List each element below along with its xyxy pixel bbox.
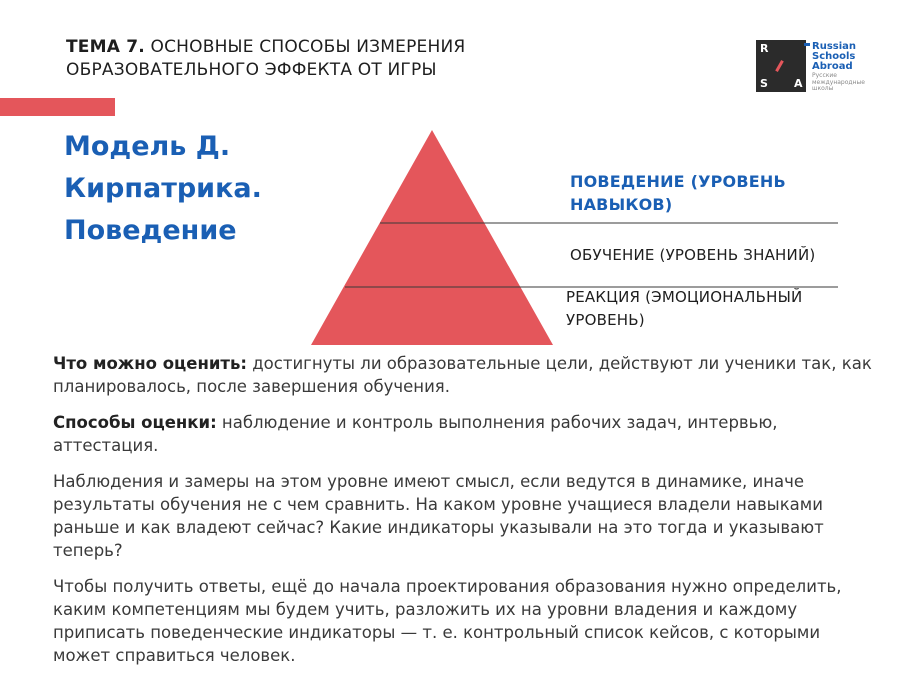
level-behavior bbox=[570, 170, 820, 216]
level-reaction bbox=[566, 286, 866, 332]
topic-header bbox=[66, 36, 626, 82]
logo-slash bbox=[775, 60, 784, 72]
rsa-logo bbox=[756, 40, 876, 92]
paragraph-answers: Чтобы получить ответы, ещё до начала проектирования образования нужно определить, каким компетенциям мы будем учить, разложить их на уровни владения и каждому приписать поведенческие индикаторы — т. е. контрольный список кейсов, с которыми может справиться человек. bbox=[53, 577, 842, 665]
level-line: УРОВЕНЬ) bbox=[566, 311, 645, 329]
level-line: РЕАКЦИЯ (ЭМОЦИОНАЛЬНЫЙ bbox=[566, 288, 803, 306]
accent-bar bbox=[0, 98, 115, 116]
logo-mark bbox=[756, 40, 806, 92]
level-line: ОБУЧЕНИЕ (УРОВЕНЬ ЗНАНИЙ) bbox=[570, 246, 816, 264]
paragraph-label: Способы оценки: bbox=[53, 413, 217, 432]
model-title-line: Кирпатрика. bbox=[64, 173, 262, 204]
logo-sub-line: Русские bbox=[812, 72, 837, 79]
logo-letter-a: A bbox=[794, 77, 803, 90]
level-line: ПОВЕДЕНИЕ (УРОВЕНЬ bbox=[570, 172, 786, 191]
logo-letter-s: S bbox=[760, 77, 768, 90]
pyramid-shape bbox=[311, 130, 553, 345]
logo-accent bbox=[804, 43, 810, 46]
topic-line-2: ОБРАЗОВАТЕЛЬНОГО ЭФФЕКТА ОТ ИГРЫ bbox=[66, 60, 437, 80]
logo-sub-line: школы bbox=[812, 85, 834, 92]
logo-letter-r: R bbox=[760, 42, 769, 55]
model-title bbox=[64, 126, 324, 252]
paragraph-evaluation-methods bbox=[53, 411, 873, 457]
logo-name-line: Russian bbox=[812, 41, 857, 52]
paragraph-label: Что можно оценить: bbox=[53, 354, 248, 373]
paragraph-text: достигнуты ли образовательные цели, действуют ли ученики так, как планировалось, после завершения обучения. bbox=[53, 354, 872, 396]
model-title-line: Модель Д. bbox=[64, 131, 231, 162]
paragraph-what-to-evaluate bbox=[53, 352, 873, 398]
logo-name-line: Schools bbox=[812, 51, 856, 62]
level-line: НАВЫКОВ) bbox=[570, 195, 673, 214]
paragraph-text: наблюдение и контроль выполнения рабочих задач, интервью, аттестация. bbox=[53, 413, 778, 455]
logo-name-line: Abroad bbox=[812, 61, 853, 72]
logo-sub-line: международные bbox=[812, 78, 865, 86]
logo-subtitle bbox=[812, 73, 872, 93]
level-learning bbox=[570, 244, 870, 267]
paragraph-observations: Наблюдения и замеры на этом уровне имеют смысл, если ведутся в динамике, иначе результаты обучения не с чем сравнить. На каком уровне учащиеся владели навыками раньше и как владеют сейчас? Какие индикаторы указывали на это тогда и указывают теперь? bbox=[53, 472, 824, 560]
logo-name bbox=[812, 42, 882, 72]
body-text bbox=[53, 352, 873, 680]
topic-prefix: ТЕМА 7. bbox=[66, 37, 145, 57]
model-title-line: Поведение bbox=[64, 215, 237, 246]
topic-line-1: ОСНОВНЫЕ СПОСОБЫ ИЗМЕРЕНИЯ bbox=[144, 37, 466, 57]
